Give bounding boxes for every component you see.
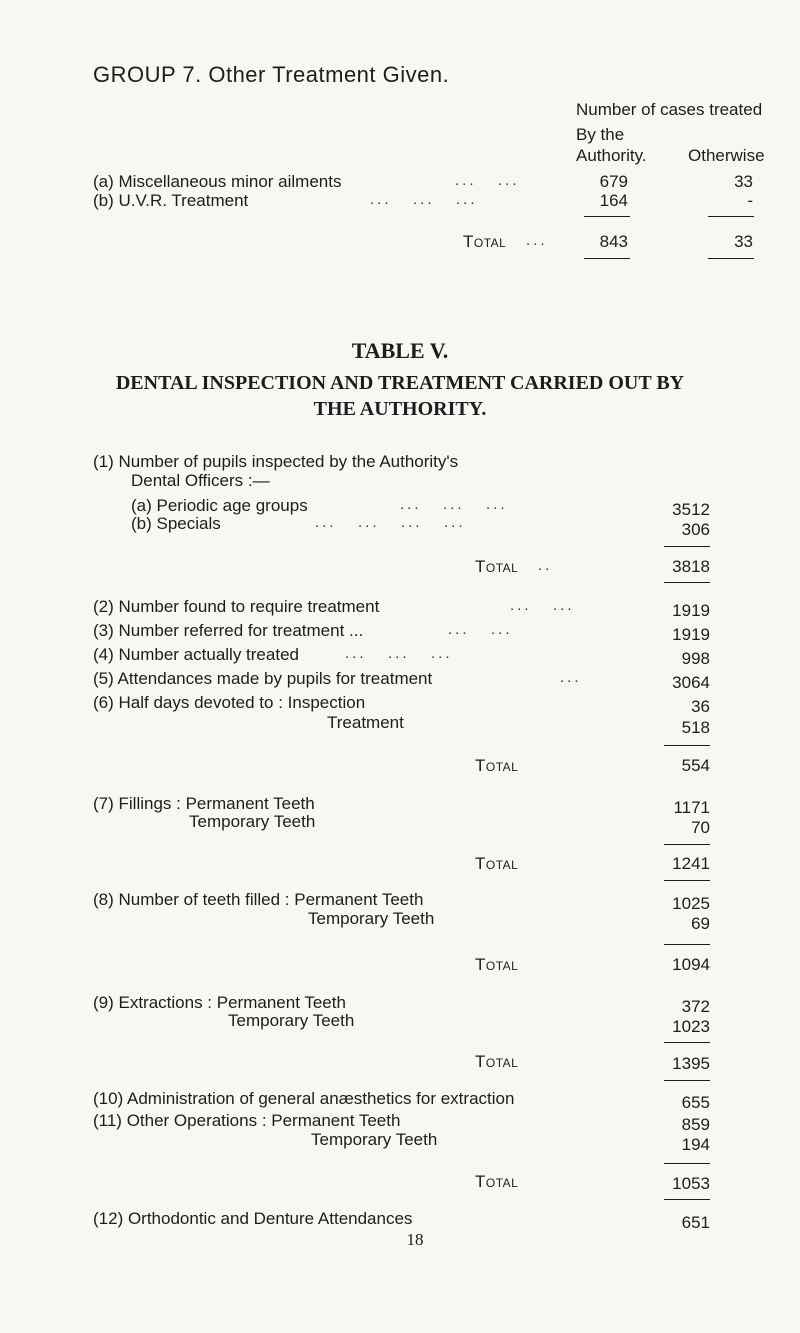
s2-value: 1919 [672, 601, 710, 620]
table-title: TABLE V. [351, 338, 449, 363]
s1-a-value: 3512 [672, 500, 710, 519]
s8-label: (8) Number of teeth filled : Permanent Teeth [93, 890, 424, 909]
s10-label: (10) Administration of general anæsthetics for extraction [93, 1089, 515, 1108]
leader-dots: ... ... ... [400, 496, 508, 513]
s5-label: (5) Attendances made by pupils for treatment [93, 669, 433, 688]
leader-dots: ... [526, 232, 548, 249]
s7-label: (7) Fillings : Permanent Teeth [93, 794, 315, 813]
s12-value: 651 [681, 1213, 710, 1232]
s9-label: (9) Extractions : Permanent Teeth [93, 993, 346, 1012]
col-authority-line1: By the [576, 125, 625, 144]
s6-value-treatment: 518 [681, 718, 710, 737]
s8-sub-label: Temporary Teeth [308, 909, 435, 928]
s4-label: (4) Number actually treated [93, 645, 299, 664]
s1-label-line2: Dental Officers :— [131, 471, 270, 490]
s10-value: 655 [681, 1093, 710, 1112]
s5-value: 3064 [672, 673, 710, 692]
rule [664, 1163, 710, 1164]
s1-total-label: Total [475, 557, 519, 576]
rule [664, 745, 710, 746]
s11-sub-label: Temporary Teeth [311, 1130, 438, 1149]
g7-row-a-otherwise: 33 [734, 172, 753, 191]
rule [664, 1199, 710, 1200]
s6-total-value: 554 [681, 756, 710, 775]
g7-total-authority: 843 [599, 232, 628, 251]
leader-dots: ... ... ... [370, 191, 478, 208]
rule [664, 546, 710, 547]
s1-total-value: 3818 [672, 557, 710, 576]
rule [664, 1080, 710, 1081]
s4-value: 998 [681, 649, 710, 668]
s3-value: 1919 [672, 625, 710, 644]
leader-dots: ... ... [455, 172, 520, 189]
s1-label-line1: (1) Number of pupils inspected by the Authority's [93, 452, 459, 471]
g7-row-a-label: (a) Miscellaneous minor ailments [93, 172, 342, 191]
s1-b-label: (b) Specials [131, 514, 221, 533]
rule [664, 944, 710, 945]
rule [584, 216, 630, 217]
s6-label: (6) Half days devoted to : Inspection [93, 693, 366, 712]
g7-row-b-otherwise: - [747, 191, 753, 210]
s7-value-temporary: 70 [691, 818, 710, 837]
s8-value-temporary: 69 [691, 914, 710, 933]
s1-a-label: (a) Periodic age groups [131, 496, 308, 515]
s11-label: (11) Other Operations : Permanent Teeth [93, 1111, 401, 1130]
s11-value-temporary: 194 [681, 1135, 710, 1154]
rule [664, 1042, 710, 1043]
s2-label: (2) Number found to require treatment [93, 597, 380, 616]
s9-total-value: 1395 [672, 1054, 710, 1073]
leader-dots: .. [538, 557, 553, 574]
group7-heading: GROUP 7. Other Treatment Given. [93, 62, 450, 87]
s9-value-temporary: 1023 [672, 1017, 710, 1036]
rule [584, 258, 630, 259]
g7-total-label: Total [463, 232, 507, 251]
g7-row-b-authority: 164 [599, 191, 628, 210]
leader-dots: ... ... [448, 621, 513, 638]
s12-label: (12) Orthodontic and Denture Attendances [93, 1209, 413, 1228]
s1-b-value: 306 [681, 520, 710, 539]
col-authority-line2: Authority. [576, 146, 647, 165]
s3-label: (3) Number referred for treatment ... [93, 621, 364, 640]
s11-total-label: Total [475, 1172, 519, 1191]
rule [664, 844, 710, 845]
s6-total-label: Total [475, 756, 519, 775]
s6-sub-label: Treatment [327, 713, 404, 732]
s7-value-permanent: 1171 [673, 798, 710, 817]
g7-row-b-label: (b) U.V.R. Treatment [93, 191, 249, 210]
s6-value-inspection: 36 [691, 697, 710, 716]
page-number: 18 [406, 1230, 424, 1249]
g7-row-a-authority: 679 [599, 172, 628, 191]
col-header-main: Number of cases treated [576, 100, 763, 119]
rule [708, 216, 754, 217]
table-subtitle-line1: DENTAL INSPECTION AND TREATMENT CARRIED OUT BY [115, 372, 685, 394]
s7-total-label: Total [475, 854, 519, 873]
s8-value-permanent: 1025 [672, 894, 710, 913]
leader-dots: ... [560, 669, 582, 686]
col-otherwise: Otherwise [688, 146, 765, 165]
rule [708, 258, 754, 259]
leader-dots: ... ... ... ... [315, 514, 466, 531]
s11-value-permanent: 859 [681, 1115, 710, 1134]
s9-value-permanent: 372 [681, 997, 710, 1016]
table-subtitle-line2: THE AUTHORITY. [313, 398, 487, 420]
s11-total-value: 1053 [672, 1174, 710, 1193]
s8-total-label: Total [475, 955, 519, 974]
rule [664, 582, 710, 583]
s9-sub-label: Temporary Teeth [228, 1011, 355, 1030]
g7-total-otherwise: 33 [734, 232, 753, 251]
leader-dots: ... ... [510, 597, 575, 614]
s8-total-value: 1094 [672, 955, 710, 974]
s7-sub-label: Temporary Teeth [189, 812, 316, 831]
leader-dots: ... ... ... [345, 645, 453, 662]
rule [664, 880, 710, 881]
s9-total-label: Total [475, 1052, 519, 1071]
s7-total-value: 1241 [672, 854, 710, 873]
